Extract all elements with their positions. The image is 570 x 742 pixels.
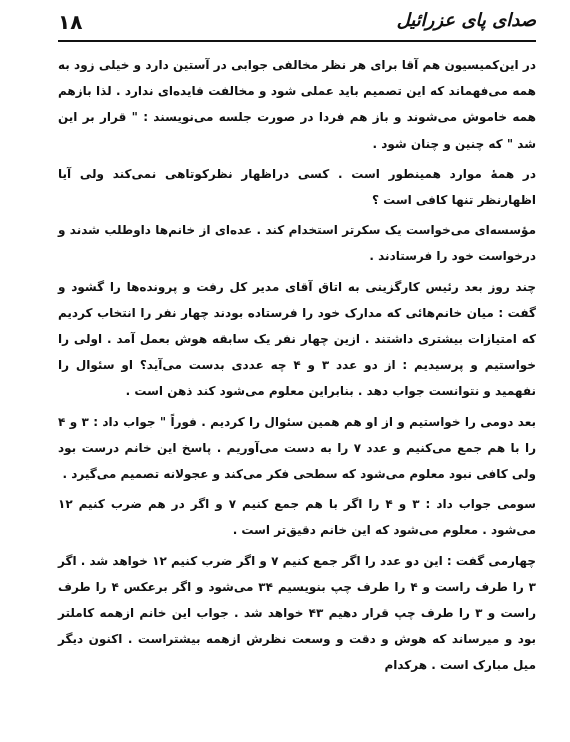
paragraph: چند روز بعد رئیس کارگزینی به اتاق آقای مدیر کل رفت و پرونده‌ها را گشود و گفت : میان خانم‌هائی که مدارک خود را فرستاده بودند چهار نفر را انتخاب کردیم که امتیازات بیشتری داشتند . ازین چهار نفر یک سابقه هوش بعمل آمد . اولی را خواستیم و پرسیدیم : از دو عدد ۳ و ۴ چه عددی بدست می‌آید؟ او سئوال را نفهمید و نتوانست جواب دهد . بنابراین معلوم می‌شود کند ذهن است . [58, 279, 536, 399]
book-title: صدای پای عزرائیل [396, 10, 536, 31]
paragraph: چهارمی گفت : این دو عدد را اگر جمع کنیم ۷ و اگر ضرب کنیم ۱۲ خواهد شد . اگر ۳ را طرف راست و ۴ را طرف چپ بنویسیم ۳۴ می‌شود و اگر برعکس ۴ را طرف راست و ۳ را طرف چپ قرار دهیم ۴۳ خواهد شد . جواب این خانم ازهمه کاملتر بود و میرساند که هوش و دقت و وسعت نظرش ازهمه بیشتراست . اکنون دیگر میل مبارک است . هرکدام [58, 553, 536, 673]
page-number: ۱۸ [58, 10, 83, 34]
paragraph: در همهٔ موارد همینطور است . کسی دراظهار نظرکوتاهی نمی‌کند ولی آیا اظهارنظر تنها کافی است ؟ [58, 166, 536, 208]
running-header [58, 8, 536, 42]
header-rule [58, 40, 536, 42]
paragraph: بعد دومی را خواستیم و از او هم همین سئوال را کردیم . فوراً " جواب داد : ۳ و ۴ را با هم جمع می‌کنیم و عدد ۷ را به دست می‌آوریم . پاسخ این خانم درست بود ولی کافی نبود معلوم می‌شود که سطحی فکر می‌کند و عجولانه تصمیم می‌گیرد . [58, 414, 536, 482]
paragraph: سومی جواب داد : ۳ و ۴ را اگر با هم جمع کنیم ۷ و اگر در هم ضرب کنیم ۱۲ می‌شود . معلوم می‌شود که این خانم دقیق‌تر است . [58, 497, 536, 538]
paragraph: مؤسسه‌ای می‌خواست یک سکرتر استخدام کند . عده‌ای از خانم‌ها داوطلب شدند و درخواست خود را فرستادند . [58, 223, 536, 264]
page-body [58, 52, 536, 683]
paragraph: در این‌کمیسیون هم آقا برای هر نظر مخالفی جوابی در آستین دارد و خیلی زود به همه می‌فهماند که این تصمیم باید عملی شود و مخالفت فایده‌ای ندارد . لذا بازهم همه خاموش می‌شوند و باز هم فردا در صورت جلسه می‌نویسند : " قرار بر این شد " که چنین و چنان شود . [58, 58, 536, 151]
